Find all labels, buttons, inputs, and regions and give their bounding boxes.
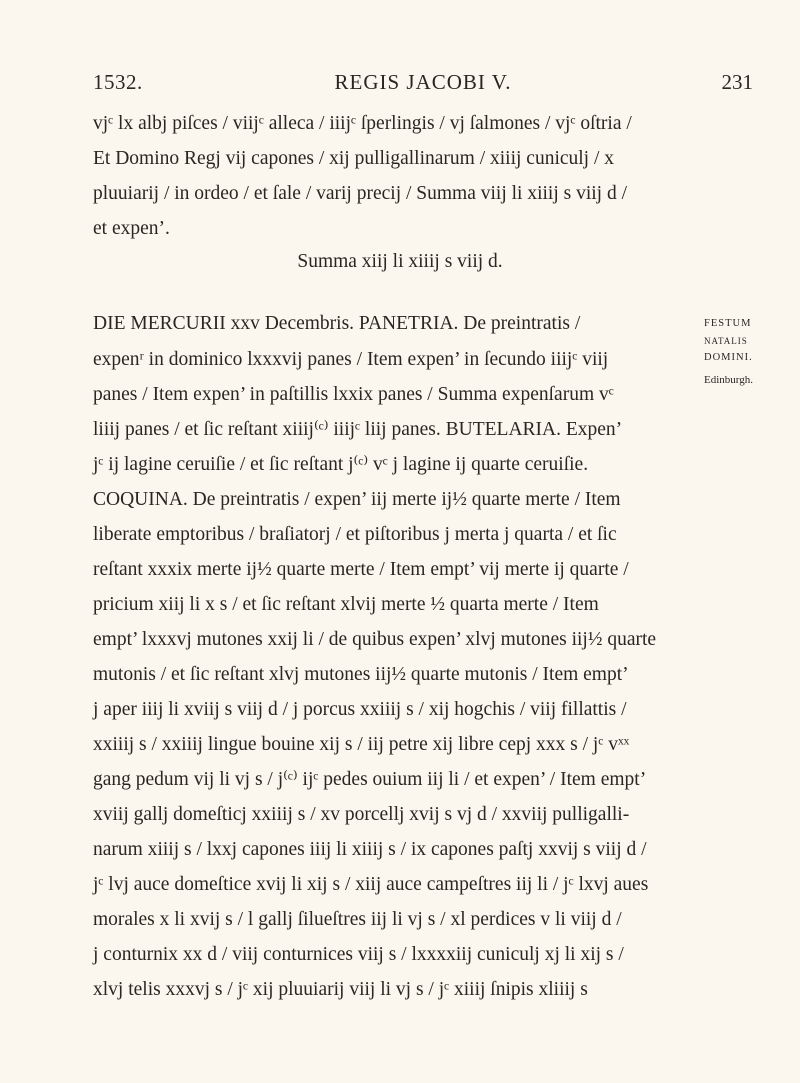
margin-note-festum: FESTUM: [704, 318, 752, 329]
text-line: xlvj telis xxxvj s / jᶜ xij pluuiarij viij li vj s / jᶜ xiiij ſnipis xliiij s: [93, 979, 588, 1000]
text-line: xxiiij s / xxiiij lingue bouine xij s / iij petre xij libre cepj xxx s / jᶜ vˣˣ: [93, 734, 630, 755]
text-line: et expen’.: [93, 218, 170, 239]
text-line: vjᶜ lx albj piſces / viijᶜ alleca / iiijᶜ ſperlingis / vj ſalmones / vjᶜ oſtria /: [93, 113, 632, 134]
text-line: pluuiarij / in ordeo / et ſale / varij precij / Summa viij li xiiij s viij d /: [93, 183, 628, 204]
text-line: liberate emptoribus / braſiatorj / et piſtoribus j merta j quarta / et ſic: [93, 524, 617, 545]
header-year: 1532.: [93, 70, 143, 94]
text-line: gang pedum vij li vj s / j⁽ᶜ⁾ ijᶜ pedes ouium iij li / et expen’ / Item empt’: [93, 769, 647, 790]
text-line: morales x li xvij s / l gallj ſilueſtres iij li vj s / xl perdices v li viij d /: [93, 909, 622, 930]
text-line: xviij gallj domeſticj xxiiij s / xv porcellj xvij s vj d / xxviij pulligalli-: [93, 804, 630, 825]
margin-note-place: Edinburgh.: [704, 374, 753, 386]
text-line: jᶜ lvj auce domeſtice xvij li xij s / xiij auce campeſtres iij li / jᶜ lxvj aues: [93, 874, 649, 895]
text-line: pricium xiij li x s / et ſic reſtant xlvij merte ½ quarta merte / Item: [93, 594, 599, 615]
text-line: expenʳ in dominico lxxxvij panes / Item expen’ in ſecundo iiijᶜ viij: [93, 349, 609, 370]
text-line: j conturnix xx d / viij conturnices viij s / lxxxxiij cuniculj xj li xij s /: [93, 944, 624, 965]
summa-line: Summa xiij li xiiij s viij d.: [297, 251, 503, 272]
text-line: liiij panes / et ſic reſtant xiiij⁽ᶜ⁾ iiijᶜ liij panes. BUTELARIA. Expen’: [93, 419, 623, 440]
text-line: empt’ lxxxvj mutones xxij li / de quibus expen’ xlvj mutones iij½ quarte: [93, 629, 657, 650]
text-line: COQUINA. De preintratis / expen’ iij merte ij½ quarte merte / Item: [93, 489, 621, 510]
margin-note-domini: DOMINI.: [704, 352, 753, 363]
text-line: mutonis / et ſic reſtant xlvj mutones iij½ quarte mutonis / Item empt’: [93, 664, 629, 685]
text-line: panes / Item expen’ in paſtillis lxxix panes / Summa expenſarum vᶜ: [93, 384, 614, 405]
header-title: REGIS JACOBI V.: [334, 70, 512, 94]
text-line: j aper iiij li xviij s viij d / j porcus xxiiij s / xij hogchis / viij fillattis /: [93, 699, 627, 720]
text-line: narum xiiij s / lxxj capones iiij li xiiij s / ix capones paſtj xxvij s viij d /: [93, 839, 647, 860]
text-line: DIE MERCURII xxv Decembris. PANETRIA. De preintratis /: [93, 313, 581, 334]
page-number: 231: [721, 70, 753, 94]
text-line: Et Domino Regj vij capones / xij pulligallinarum / xiiij cuniculj / x: [93, 148, 615, 169]
text-line: reſtant xxxix merte ij½ quarte merte / Item empt’ vij merte ij quarte /: [93, 559, 629, 580]
text-line: jᶜ ij lagine ceruiſie / et ſic reſtant j⁽ᶜ⁾ vᶜ j lagine ij quarte ceruiſie.: [93, 454, 589, 475]
running-header: [93, 70, 753, 100]
margin-note-natalis: NATALIS: [704, 336, 748, 346]
